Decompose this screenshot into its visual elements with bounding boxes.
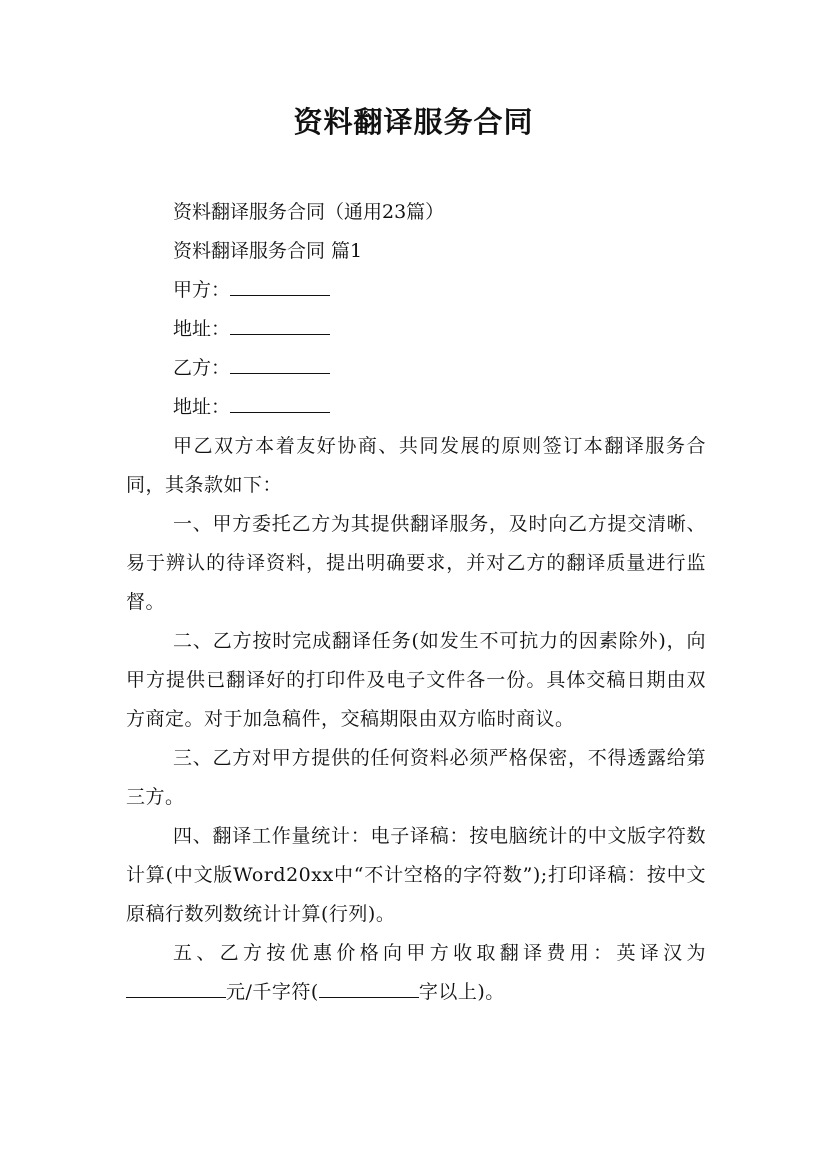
clause-5 [126,934,706,1012]
party-a-blank [230,279,330,296]
party-b-address-blank [230,396,330,413]
party-a-address-line [126,310,706,349]
party-b-address-label: 地址： [173,396,231,418]
clause-3: 三、乙方对甲方提供的任何资料必须严格保密，不得透露给第三方。 [126,747,706,808]
party-b-address-line [126,388,706,427]
document-title: 资料翻译服务合同 [293,105,534,139]
section-heading: 资料翻译服务合同 篇1 [173,240,363,262]
party-a-label: 甲方： [173,279,231,301]
word-count-blank [319,981,419,998]
clause-5-suffix: 字以上)。 [418,981,505,1003]
clause-1: 一、甲方委托乙方为其提供翻译服务，及时向乙方提交清晰、易于辨认的待译资料，提出明确要求，并对乙方的翻译质量进行监督。 [126,513,706,613]
clause-2: 二、乙方按时完成翻译任务(如发生不可抗力的因素除外)，向甲方提供已翻译好的打印件及电子文件各一份。具体交稿日期由双方商定。对于加急稿件，交稿期限由双方临时商议。 [126,630,706,730]
clause-5-mid: 元/千字符( [226,981,319,1003]
party-b-label: 乙方： [173,357,231,379]
intro-paragraph: 甲乙双方本着友好协商、共同发展的原则签订本翻译服务合同，其条款如下： [126,435,706,496]
clause-4: 四、翻译工作量统计：电子译稿：按电脑统计的中文版字符数计算(中文版Word20xx中“不计空格的字符数”);打印译稿：按中文原稿行数列数统计计算(行列)。 [126,825,706,925]
party-b-blank [230,357,330,374]
fee-rate-blank [126,981,226,998]
party-a-address-blank [230,318,330,335]
party-a-line [126,271,706,310]
document-body [126,193,706,1012]
party-a-address-label: 地址： [173,318,231,340]
clause-5-prefix: 五、乙方按优惠价格向甲方收取翻译费用：英译汉为 [173,942,706,964]
party-b-line [126,349,706,388]
document-subtitle: 资料翻译服务合同（通用23篇） [173,201,445,223]
